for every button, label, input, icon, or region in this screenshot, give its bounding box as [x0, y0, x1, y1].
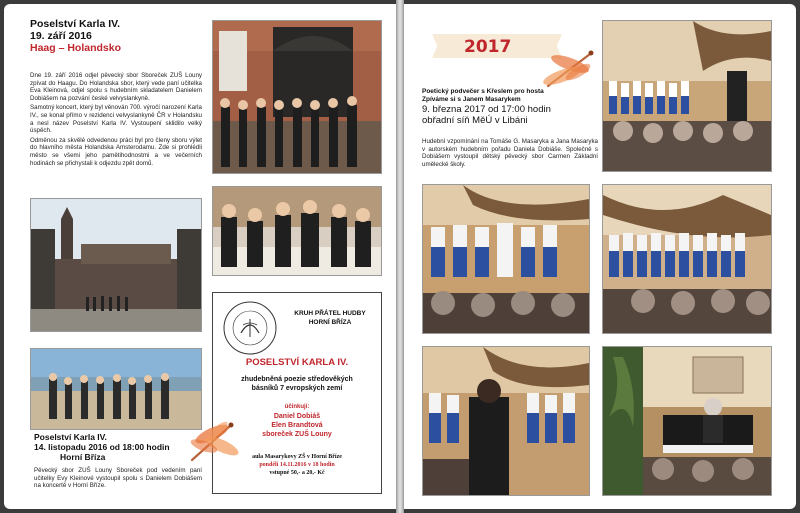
- dragonfly-icon: [530, 48, 600, 92]
- paragraph-2: Samotný koncert, který byl věnován 700. výročí narození Karla IV., se konal přímo v rezidenci velvyslankyně ČR v Holandsku a nesl název Poselství Karla IV. Vystoupení sklidilo velký úspěch.: [30, 104, 202, 135]
- concert2-line1: Poselství Karla IV.: [34, 432, 107, 442]
- poster-sub2: básníků 7 evropských zemí: [251, 385, 343, 392]
- choir-hall-photo-3: [602, 184, 772, 334]
- event-place: obřadní síň MěÚ v Libáni: [422, 115, 528, 126]
- horni-briza-heading: [34, 432, 206, 462]
- performers-photo: [212, 186, 382, 276]
- beach-group-photo: [30, 348, 202, 430]
- dragonfly-icon: [182, 416, 246, 464]
- left-page: [4, 4, 396, 509]
- piano-photo: [602, 346, 772, 496]
- event-date: 9. března 2017 od 17:00 hodin: [422, 104, 551, 115]
- club-name: [285, 309, 375, 327]
- choir-hall-photo-1: [602, 20, 772, 172]
- performer-3: sboreček ZUŠ Louny: [262, 431, 332, 438]
- poster-venue: aula Masarykovy ZŠ v Horní Bříze: [252, 454, 342, 460]
- libane-text: Hudební vzpomínání na Tomáše G. Masaryka a Jana Masaryka v autorském hudebním pořadu Daniela Dobiáše. Společně s Dobiášem vystoupil dětský pěvecký sbor Carmen Základní umělecké školy.: [422, 138, 598, 168]
- haag-article: [30, 72, 202, 167]
- heading-line2: 19. září 2016: [30, 30, 92, 42]
- performer-2: Elen Brandtová: [271, 422, 323, 429]
- poster-subtitle: [213, 375, 381, 393]
- birch-logo-icon: [221, 299, 279, 357]
- haag-heading: [30, 18, 210, 54]
- club-line2: HORNÍ BŘÍZA: [308, 319, 352, 326]
- concert2-text: Pěvecký sbor ZUŠ Louny Sboreček pod vedením paní učitelky Evy Kleinové vystoupil spolu s Danielem Dobiášem na koncertě v Horní Bříze.: [34, 467, 202, 490]
- choir-hall-photo-2: [422, 184, 590, 334]
- concert2-line2: 14. listopadu 2016 od 18:00 hodin: [34, 442, 170, 452]
- libane-heading: [422, 88, 602, 126]
- intro-line1: Poetický podvečer s Křeslem pro hosta: [422, 88, 544, 95]
- performer-1: Daniel Dobiáš: [273, 413, 321, 420]
- poster-date: pondělí 14.11.2016 v 18 hodin: [259, 462, 335, 468]
- club-line1: KRUH PŘÁTEL HUDBY: [294, 310, 366, 317]
- poster-title: POSELSTVÍ KARLA IV.: [245, 357, 349, 368]
- conductor-photo: [422, 346, 590, 496]
- paragraph-1: Dne 19. září 2016 odjel pěvecký sbor Sboreček ZUŠ Louny zpívat do Haagu. Do Holandska sbor, který vede paní učitelka Eva Kleinová, odjel spolu s hudebním skladatelem Danielem Dobiášem na pozvání české velvyslankyně.: [30, 72, 202, 102]
- residence-group-photo: [212, 20, 382, 174]
- concert2-line3: Horní Bříza: [60, 452, 106, 462]
- paragraph-3: Odměnou za skvělé odvedenou práci byl pro členy sboru výlet do hlavního města Holandska Amsterodamu. Zde si prohlédli město se všemi jeho pamětihodnostmi a ve večerních hodinách se přichystali k odjezdu zpět domů.: [30, 136, 202, 167]
- intro-line2: Zpíváme si s Janem Masarykem: [422, 96, 521, 103]
- right-page: [404, 4, 796, 509]
- peace-palace-photo: [30, 198, 202, 332]
- heading-line1: Poselství Karla IV.: [30, 18, 121, 30]
- perform-label: účinkují:: [284, 404, 310, 410]
- poster-sub1: zhudebněná poezie středověkých: [241, 376, 353, 383]
- book-spine: [396, 0, 404, 513]
- heading-line3: Haag – Holandsko: [30, 42, 122, 54]
- year-label: 2017: [464, 37, 512, 57]
- poster-price: vstupné 50,- a 20,- Kč: [269, 470, 325, 476]
